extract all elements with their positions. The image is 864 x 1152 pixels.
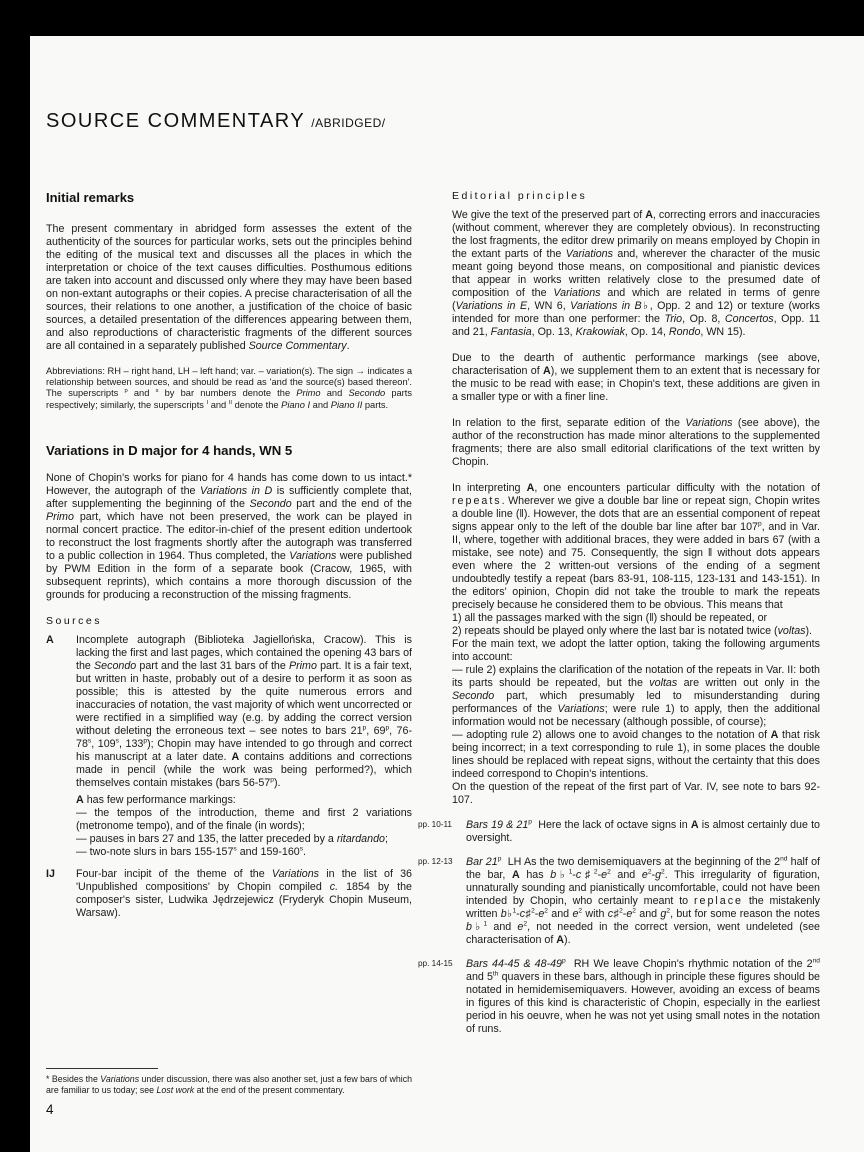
editorial-principles-heading: Editorial principles <box>452 190 588 202</box>
editorial-paragraph: We give the text of the preserved part of A, correcting errors and inaccuracies (without comment, wherever they are completely obvious). In reconstructing the lost fragments, the editor drew primarily on means employed by Chopin in the extant parts of the Variations and, wherever the character of the music meant going beyond those means, on compositional and pianistic devices that appear in works written relatively close to the presumed date of composition of the Variations and which are related in terms of genre (Variations in E, WN 6, Variations in B♭, Opp. 2 and 12) or texture (works intended for more than one performer: the Trio, Op. 8, Concertos, Opp. 11 and 21, Fantasia, Op. 13, Krakowiak, Op. 14, Rondo, WN 15). <box>452 209 820 338</box>
page-ref-label: pp. 14-15 <box>418 959 453 968</box>
editorial-paragraph: Due to the dearth of authentic performance markings (see above, characterisation of A), we supplement them to an extent that is necessary for the music to be read with ease; in Chopin's text, these additions are given in a smaller type or with a finer line. <box>452 352 821 403</box>
repeats-argument-2: — adopting rule 2) allows one to avoid changes to the notation of A that risk being incorrect; in a text corresponding to rule 1), in some places the double lines should be replaced with repeat signs, without the certainty that this does indeed correspond to Chopin's intentions. <box>452 729 820 780</box>
bar-note-text: Bars 44-45 & 48-49$^p$ RH We leave Chopin's rhythmic notation of the 2nd and 5th quavers in these bars, although in principle these figures should be notated in hemidemisemiquavers. However, avoiding an excess of beams in figures of this kind is characteristic of Chopin, especially in the earliest period in his oeuvre, when he was not yet using small notes in the notation of runs. <box>466 957 820 1035</box>
source-siglum-a: A <box>46 633 54 646</box>
title-suffix: /ABRIDGED/ <box>311 116 386 130</box>
bar-note-text: Bar 21$^p$ LH As the two demisemiquavers at the beginning of the 2nd half of the bar, A has $b♭^1-c♯^2-e^2$ and $e^2-g^2$. This irregularity of figuration, unnaturally sounding and pianistically uncomfortable, could not have been intended by Chopin, who certainly meant to replace the mistakenly written $b♭^1-c♯^2-e^2$ and $e^2$ with $c♯^2-e^2$ and $g^2$, but for some reason the notes b♭$^1$ and $e^2$, not needed in the correct version, went undeleted (see characterisation of A). <box>466 855 821 946</box>
variations-heading: Variations in D major for 4 hands, WN 5 <box>46 442 293 458</box>
source-a-marking-item: — the tempos of the introduction, theme and first 2 variations (metronome tempo), and of the finale (in words); <box>76 806 412 832</box>
footnote-text: * Besides the Variations under discussion, there was also another set, just a few bars of which are familiar to us today; see Lost work at the end of the present commentary. <box>46 1074 412 1095</box>
page-title <box>46 110 386 133</box>
initial-remarks-body: The present commentary in abridged form assesses the extent of the authenticity of the sources for particular works, sets out the principles behind the editing of the musical text and discusses all the places in which the interpretation or choice of the text causes difficulties. Posthumous editions are taken into account and discussed only where they may have been based on non-extant autographs or their copies. A precise characterisation of all the sources, their relations to one another, a justification of the choice of basic sources, a detailed presentation of the differences appearing between them, and also reproductions of characteristic fragments of the different sources are all contained in a separately published Source Commentary. <box>46 223 412 352</box>
repeats-rule-1: 1) all the passages marked with the sign (‖) should be repeated, or <box>452 612 768 624</box>
repeats-text: In interpreting A, one encounters particular difficulty with the notation of repeats. Wherever we give a double bar line or repeat sign, Chopin writes a double line (‖). However, the dots that are an essential component of repeat signs appear only to the left of the double bar line after bar 107$^p$, and in Var. II, where, together with additional braces, they were added in bars 67 (with a mistake, see note) and 75. Consequently, the sign ‖ without dots appears even where the 2 written-out versions of the ending of a segment undoubtedly testify a repeat (bars 83-91, 108-115, 123-131 and 143-151). In the editors' opinion, Chopin did not take the trouble to mark the repeats precisely because he considered them to be obvious. This means that <box>452 482 820 611</box>
footnote-rule <box>46 1068 158 1069</box>
source-a-marking-item: — pauses in bars 27 and 135, the latter preceded by a ritardando; <box>76 832 388 845</box>
page-ref-label: pp. 10-11 <box>418 820 452 829</box>
source-entry-a <box>46 634 412 859</box>
variations-intro: None of Chopin's works for piano for 4 hands has come down to us intact.* However, the autograph of the Variations in D is sufficiently complete that, after supplementing the beginning of the Secondo part and the end of the Primo part, which have not been preserved, the work can be played in normal concert practice. The editor-in-chief of the present edition undertook to reconstruct the lost fragments shortly after the autograph was transferred to a public collection in 1964. Thus completed, the Variations were published by PWM Edition in the form of a separate book (Cracow, 1965, with subsequent reprints), which contains a more thorough discussion of the grounds for producing a reconstruction of the missing fragments. <box>46 471 412 601</box>
bar-note-text: Bars 19 & 21$^p$ Here the lack of octave signs in A is almost certainly due to oversight. <box>466 818 820 844</box>
footnote <box>46 1068 412 1095</box>
page-ref-label: pp. 12-13 <box>418 857 453 866</box>
source-a-markings-intro: A has few performance markings: <box>76 793 236 806</box>
source-ij-text: Four-bar incipit of the theme of the Variations in the list of 36 'Unpublished compositions' by Chopin compiled c. 1854 by the composer's sister, Ludwika Jędrzejewicz (Fryderyk Chopin Museum, Warsaw). <box>76 867 412 919</box>
bar-note <box>418 818 820 845</box>
right-column <box>418 190 821 1036</box>
page <box>30 36 864 1152</box>
page-number: 4 <box>46 1102 54 1117</box>
repeats-paragraph <box>452 482 820 807</box>
abbreviations-note: Abbreviations: RH – right hand, LH – left hand; var. – variation(s). The sign → indicates a relationship between sources, and should be read as 'and the source(s) based thereon'. The superscripts $^p$ and $^s$ by bar numbers denote the Primo and Secondo parts respectively; similarly, the superscripts $^I$ and $^{II}$ denote the Piano I and Piano II parts. <box>46 366 412 410</box>
repeats-closing: On the question of the repeat of the first part of Var. IV, see note to bars 92-107. <box>452 781 820 806</box>
initial-remarks-heading: Initial remarks <box>46 190 135 205</box>
bar-note <box>418 957 820 1036</box>
source-a-text: Incomplete autograph (Biblioteka Jagiellońska, Cracow). This is lacking the first and last pages, which contained the opening 43 bars of the Secondo part and the last 31 bars of the Primo part. It is a fair text, but written in haste, probably out of a desire to perform it as soon as possible; this is attested by the quite numerous errors and inaccuracies of notation, the vast majority of which went uncorrected or were rectified in a simplified way (e.g. by adding the correct version without deleting the erroneous text – see notes to bars 21$^p$, 69$^p$, 76-78$^s$, 109$^s$, 133$^p$); Chopin may have intended to go through and correct his manuscript at a later date. A contains additions and corrections made in pencil (while the work was being performed?), which themselves contain mistakes (bars 56-57$^p$). <box>76 633 412 789</box>
source-entry-ij <box>46 868 412 920</box>
repeats-main-text: For the main text, we adopt the latter option, taking the following arguments into account: <box>452 638 820 663</box>
sources-heading: Sources <box>46 614 103 627</box>
repeats-argument-1: — rule 2) explains the clarification of the notation of the repeats in Var. II: both its parts should be repeated, but the voltas are written out only in the Secondo part, which presumably led to misunderstanding during performances of the Variations; were rule 1) to apply, then the additional information would not be necessary (although possible, of course); <box>452 664 820 728</box>
left-column <box>46 190 412 929</box>
source-a-marking-item: — two-note slurs in bars 155-157$^s$ and 159-160$^s$. <box>76 845 307 858</box>
bar-note <box>418 855 821 947</box>
repeats-rule-2: 2) repeats should be played only where the last bar is notated twice (voltas). <box>452 625 813 637</box>
source-siglum-ij: IJ <box>46 867 55 880</box>
editorial-paragraph: In relation to the first, separate edition of the Variations (see above), the author of the reconstruction has made minor alterations to the supplemented fragments; there are also small editorial clarifications of the text written by Chopin. <box>452 417 820 468</box>
title-text: SOURCE COMMENTARY <box>46 110 306 132</box>
